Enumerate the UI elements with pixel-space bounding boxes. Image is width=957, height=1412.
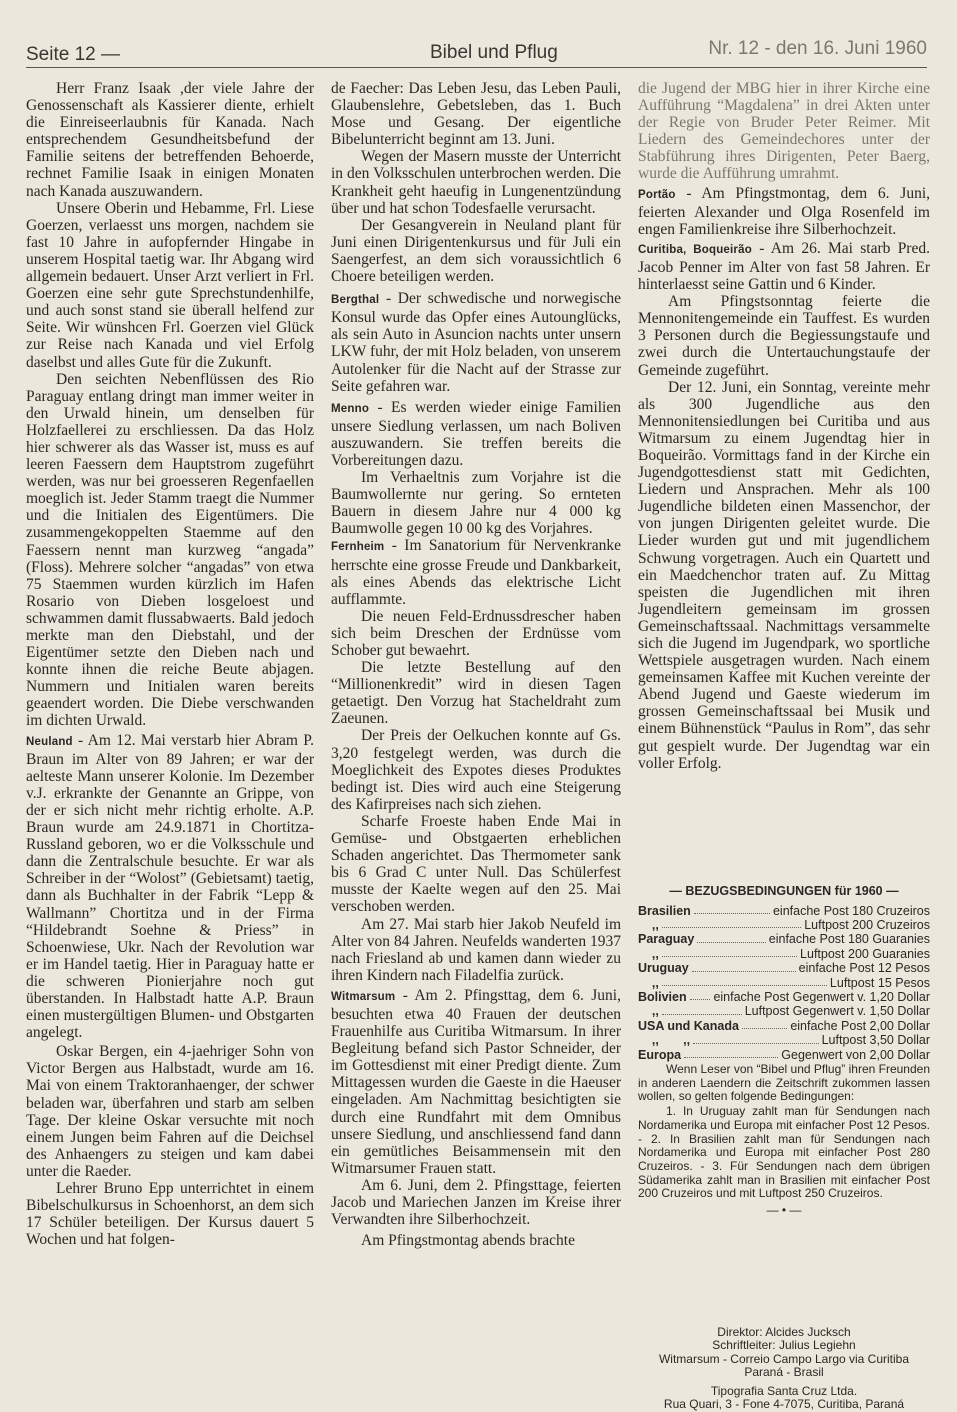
- rate-value: Luftpost 15 Pesos: [829, 975, 930, 990]
- rate-leader-dots: [693, 1033, 819, 1043]
- article-paragraph: Oskar Bergen, ein 4-jaehriger Sohn von Victor Bergen aus Halbstadt, wurde am 16. Mai von einem Traktoranhaenger, der schwer beladen war, überfahren und starb am selben Tage. Der kleine Oskar versuchte mit noch einem Jungen beim Fahren auf die Deichsel des Anhaengers zu steigen und kam dabei unter die Raeder.: [26, 1043, 314, 1180]
- rate-row: [638, 976, 930, 990]
- rate-country: ,,: [638, 918, 659, 932]
- rate-country: Uruguay: [638, 961, 689, 976]
- rate-leader-dots: [662, 1004, 742, 1014]
- report-text: - Am 2. Pfingsttag, dem 6. Juni, besuchten etwa 40 Frauen der deutschen Frauenhilfe aus Curitiba Witmarsum. In ihrer Begleitung befand sich Pastor Schneider, der im Gottesdienst mit einer Predigt diente. Zum Mittagessen wurden die Gaeste in die Haeuser eingeladen. Am Nachmittag besichtigten sie durch eine Rundfahrt mit dem Omnibus unsere Siedlung, und anschliessend fand dann ein gemütliches Beisammensein mit den Witmarsumer Frauen statt.: [331, 986, 621, 1177]
- column-2: [331, 80, 621, 1249]
- imprint-address: Witmarsum - Correio Campo Largo via Curitiba: [658, 1351, 910, 1366]
- rate-row: [638, 932, 930, 946]
- rate-leader-dots: [692, 961, 796, 971]
- article-paragraph: die Jugend der MBG hier in ihrer Kirche eine Aufführung “Magdalena” in drei Akten unter der Regie von Bruder Peter Reimer. Mit Liedern des Gemeindechores unter der Stabführung ihres Dirigenten, Peter Baerg, wurde die Aufführung umrahmt.: [638, 80, 930, 183]
- subscription-note: Wenn Leser von “Bibel und Pflug” ihren Freunden in anderen Laendern die Zeitschrift zukommen lassen wollen, so gelten folgende Bedingungen:: [638, 1062, 930, 1104]
- rate-leader-dots: [662, 947, 797, 957]
- report-text: - Es werden wieder einige Familien unsere Siedlung verlassen, um nach Boliven auszuwandern. Sie treffen bereits die Vorbereitungen dazu.: [331, 398, 621, 469]
- rate-value: Gegenwert von 2,00 Dollar: [781, 1047, 930, 1062]
- imprint-editor: Schriftleiter: Julius Legiehn: [712, 1338, 856, 1353]
- imprint-printer: Tipografia Santa Cruz Ltda.: [710, 1384, 858, 1399]
- article-paragraph: Unsere Oberin und Hebamme, Frl. Liese Goerzen, verlaesst uns morgen, nachdem sie fast 10 Jahre in aufopfernder Hingabe in unserem Hospital taetig war. Ihr Abgang wird allgemein bedauert. Unser Arzt verliert in Frl. Goerzen eine sehr gute Sprechstundenhilfe, und auch sonst stand sie überall helfend zur Seite. Wir wünshcen Frl. Goerzen viel Glück zur Reise nach Kanada und viel Erfolg daselbst und alles Gute für die Zukunft.: [26, 199, 314, 371]
- rate-row: [638, 1033, 930, 1047]
- subscription-conditions: 1. In Uruguay zahlt man für Sendungen nach Nordamerika und Europa mit einfacher Post 12 Pesos. - 2. In Brasilien zahlt man für Sendungen nach Nordamerika und Europa mit einfacher Post 280 Cruzeiros. - 3. Für Sendungen nach dem übrigen Südamerika zahlt man in Brasilien mit einfacher Post 200 Cruzeiros und mit Luftpost 250 Cruzeiros.: [638, 1104, 930, 1201]
- rate-country: Paraguay: [638, 932, 695, 947]
- column-3: [638, 80, 930, 772]
- rate-row: [638, 947, 930, 961]
- imprint: [638, 1326, 930, 1412]
- rate-value: einfache Post 2,00 Dollar: [790, 1018, 930, 1033]
- rate-country: Brasilien: [638, 903, 691, 918]
- article-paragraph: de Faecher: Das Leben Jesu, das Leben Pauli, Glaubenslehre, Gebetsleben, das 1. Buch Mose und Gesang. Der eigentliche Bibelunterricht beginnt am 13. Juni.: [331, 80, 621, 149]
- place-heading: Fernheim: [331, 541, 385, 554]
- rate-value: einfache Post 180 Guaranies: [768, 932, 930, 947]
- place-heading: Curitiba, Boqueirão: [638, 243, 752, 256]
- article-paragraph: Lehrer Bruno Epp unterrichtet in einem Bibelschulkursus in Schoenhorst, an dem sich 17 Schüler beteiligen. Der Kursus dauert 5 Wochen und hat folgen-: [26, 1180, 314, 1249]
- rate-leader-dots: [684, 1048, 778, 1058]
- rate-row: [638, 1019, 930, 1033]
- rate-value: Luftpost 3,50 Dollar: [821, 1033, 930, 1048]
- place-heading: Portão: [638, 188, 676, 201]
- article-paragraph: Am Pfingstsonntag feierte die Mennonitengemeinde ein Tauffest. Es wurden 3 Personen durch die Begiessungstaufe und zwei durch die Untertauchungstaufe der Gemeinde zugeführt.: [638, 293, 930, 379]
- article-paragraph: Der Gesangverein in Neuland plant für Juni einen Dirigentenkursus und für Juli ein Saengerfest, an dem sich voraussichtlich 6 Choere beteiligen werden.: [331, 216, 621, 286]
- rates-list: [638, 904, 930, 1062]
- page-header: [26, 34, 927, 68]
- rate-leader-dots: [690, 990, 711, 1000]
- rate-row: [638, 1004, 930, 1018]
- report-text: - Am 12. Mai verstarb hier Abram P. Braun im Alter von 89 Jahren; er war der aelteste Mann unserer Kolonie. Im Dezember v.J. erkrankte der Genannte an Grippe, von der er sich nicht mehr richtig erholte. A.P. Braun wurde am 24.9.1871 in Chortitza-Russland geboren, wo er die Volksschule und dann die Zentralschule besuchte. Er war als Schreiber in der “Wolost” (Gebietsamt) taetig, dann als Buchhalter in der Fabrik “Lepp & Wallmann” Chortitza und in der Firma “Hildebrandt Soehne & Priess” in Schoenwiese, Ukr. Nach der Revolution war er im Handel taetig. Hier in Paraguay hatte er die schweren Pionierjahre noch gut überstanden. In Halbstadt hatte A.P. Braun einen mustergültigen Blumen- und Obstgarten angelegt.: [26, 731, 314, 1042]
- rate-value: einfache Post 12 Pesos: [798, 961, 930, 976]
- article-paragraph: Im Verhaeltnis zum Vorjahre ist die Baumwollernte nur gering. So ernteten Bauern in diesem Jahre nur 4 000 kg Baumwolle gegen 10 00 kg des Vorjahres.: [331, 469, 621, 538]
- rate-row: [638, 961, 930, 975]
- rate-value: einfache Post Gegenwert v. 1,20 Dollar: [713, 990, 930, 1005]
- subscription-box: [638, 884, 930, 1219]
- article-paragraph: Am Pfingstmontag abends brachte: [361, 1232, 575, 1250]
- rate-value: Luftpost Gegenwert v. 1,50 Dollar: [744, 1004, 930, 1019]
- article-paragraph: Der Preis der Oelkuchen konnte auf Gs. 3,20 festgelegt werden, was durch die Moeglichkeit des Expotes dieses Produktes bedingt ist. Dies wird auch eine Steigerung des Kafirpreises nach sich ziehen.: [331, 727, 621, 813]
- header-rule: [26, 67, 927, 68]
- article-paragraph: Scharfe Froeste haben Ende Mai in Gemüse- und Obstgaerten erheblichen Schaden angerichtet. Das Thermometer sank bis 6 Grad C unter Null. Das Schülerfest musste der Kaelte wegen auf den 25. Mai verschoben werden.: [331, 812, 621, 916]
- report-text: - Am 26. Mai starb Pred. Jacob Penner im Alter von fast 58 Jahren. Er hinterlaesst seine Gattin und 6 Kinder.: [638, 239, 930, 294]
- rate-leader-dots: [697, 932, 766, 942]
- separator: — • —: [766, 1203, 802, 1218]
- report-text: - Am Pfingstmontag, dem 6. Juni, feierten Alexander und Olga Rosenfeld im engen Familienkreise ihre Silberhochzeit.: [638, 184, 930, 238]
- column-1: [26, 80, 314, 1248]
- report-fernheim: [331, 537, 621, 607]
- place-heading: Bergthal: [331, 294, 380, 307]
- subscription-title: — BEZUGSBEDINGUNGEN für 1960 —: [669, 884, 899, 898]
- place-heading: Menno: [331, 402, 370, 415]
- place-heading: Neuland: [26, 735, 73, 748]
- article-paragraph: Am 6. Juni, dem 2. Pfingsttage, feierten Jacob und Mariechen Janzen im Kreise ihrer Verwandten ihre Silberhochzeit.: [331, 1176, 621, 1229]
- rate-country: USA und Kanada: [638, 1018, 739, 1033]
- place-heading: Witmarsum: [331, 990, 396, 1003]
- imprint-printer-address: Rua Quari, 3 - Fone 4-7075, Curitiba, Paraná: [663, 1397, 905, 1412]
- rate-country: Europa: [638, 1047, 682, 1062]
- rate-leader-dots: [662, 918, 801, 928]
- imprint-director: Direktor: Alcides Jucksch: [717, 1325, 851, 1339]
- rate-country: ,,: [638, 1004, 659, 1019]
- rate-country: ,, ,,: [638, 1033, 691, 1048]
- issue-date: Nr. 12 - den 16. Juni 1960: [708, 38, 927, 59]
- article-paragraph: Die letzte Bestellung auf den “Millionenkredit” wird in diesen Tagen getaetigt. Den Vorzug hat Stacheldraht zum Zaeunen.: [331, 659, 621, 728]
- article-paragraph: Wegen der Masern musste der Unterricht in den Volksschulen unterbrochen werden. Die Krankheit geht haeufig in Lungenentzündung über und hat schon Todesfaelle verursacht.: [331, 148, 621, 217]
- rate-leader-dots: [742, 1019, 787, 1029]
- report-text: - Der schwedische und norwegische Konsul wurde das Opfer eines Autounglücks, als sein Auto in Asuncion nachts unter unsern LKW fuhr, der mit Holz beladen, von unserem Autolenker für die Nacht auf der Strasse zur Seite gefahren war.: [331, 290, 621, 395]
- rate-country: Bolivien: [638, 990, 687, 1005]
- page-number: Seite 12 —: [26, 44, 120, 65]
- rate-country: ,,: [638, 975, 659, 990]
- report-text: - Im Sanatorium für Nervenkranke herrschte eine grosse Freude und Dankbarkeit, als eines Abends das elektrische Licht aufflammte.: [331, 537, 621, 608]
- article-paragraph: Den seichten Nebenflüssen des Rio Paraguay entlang dringt man immer weiter in den Urwald hinein, um denselben für Holzfaellerei zu erschliessen. Da das Holz hier schwerer als das Wasser ist, muss es auf leeren Faessern dem Hauptstrom zugeführt werden, was nur bei groesseren Regenfaellen moeglich ist. Jeder Stamm traegt die Nummer und die Initialen des Eigentümers. Die zusammengekoppelten Staemme auf den Faessern nennt man kurzweg “angada” (Floss). Mehrere solcher “angadas” von etwa 75 Staemmen wurden kürzlich im Hafen Rosario von Dieben losgeloest und schwammen damit flussabwaerts. Bald jedoch merkte man den Diebstahl, und der Eigentümer setzte den Dieben nach und konnte ihnen die reiche Beute abjagen. Nummern und Initialen waren bereits geaendert worden. Die Diebe verschwanden im dichten Urwald.: [26, 370, 314, 730]
- article-paragraph: Am 27. Mai starb hier Jakob Neufeld im Alter von 84 Jahren. Neufelds wanderten 1937 nach Friesland ab und kamen dann wieder zu ihren Kindern nach Filadelfia zurück.: [331, 915, 621, 984]
- rate-leader-dots: [694, 904, 770, 914]
- rate-row: [638, 904, 930, 918]
- rate-value: Luftpost 200 Guaranies: [800, 946, 930, 961]
- rate-leader-dots: [662, 976, 827, 986]
- rate-row: [638, 990, 930, 1004]
- article-paragraph: Herr Franz Isaak ,der viele Jahre der Genossenschaft als Kassierer diente, erhielt die Einreiseerlaubnis für Kanada. Nach entsprechendem Gesundheitsbefund der Familie seitens der betreffenden Behoerde, rechnet Familie Isaak in einigen Monaten nach Kanada auszuwandern.: [26, 80, 314, 200]
- rate-row: [638, 918, 930, 932]
- report-neuland: [26, 732, 314, 1042]
- report-menno: [331, 399, 621, 469]
- imprint-country: Paraná - Brasil: [744, 1364, 824, 1379]
- article-paragraph: Die neuen Feld-Erdnussdrescher haben sich beim Dreschen der Erdnüsse vom Schober gut bewaehrt.: [331, 607, 621, 659]
- report-curitiba: [638, 240, 930, 293]
- article-paragraph: Der 12. Juni, ein Sonntag, vereinte mehr als 300 Jugendliche aus den Mennonitensiedlungen bei Curitiba und aus Witmarsum zu einem Jugendtag hier in Boqueirão. Vormittags fand in der Kirche ein Jugendgottesdienst statt mit Gedichten, Liedern und Ansprachen. Mehr als 100 Jugendliche bildeten einen Massenchor, der von jungen Dirigenten geleitet wurde. Die Lieder wurden gut und mit jugendlichem Schwung vorgetragen. Auch ein Quartett und ein Maedchenchor traten auf. Zu Mittag speisten die Jugendlichen mit ihren Jugendleitern gemeinsam im grossen Gemeinschaftssaal. Nachmittags versammelte sich die Jugend im Jugendpark, wo sportliche Wettspiele ausgetragen wurden. Nach einem gemeinsamen Kaffee mit Kuchen vereinte der Abend Jugend und Gaeste wiederum im grossen Gemeinschaftssaal bei Musik und einem Bühnenstück “Paulus in Rom”, das sehr gut gespielt wurde. Der Jugendtag war ein voller Erfolg.: [638, 378, 930, 772]
- rate-row: [638, 1048, 930, 1062]
- newspaper-title: Bibel und Pflug: [430, 42, 558, 63]
- rate-country: ,,: [638, 946, 659, 961]
- report-portao: [638, 185, 930, 238]
- rate-value: Luftpost 200 Cruzeiros: [804, 918, 930, 932]
- report-bergthal: [331, 290, 621, 395]
- report-witmarsum: [331, 987, 621, 1177]
- rate-value: einfache Post 180 Cruzeiros: [772, 903, 930, 918]
